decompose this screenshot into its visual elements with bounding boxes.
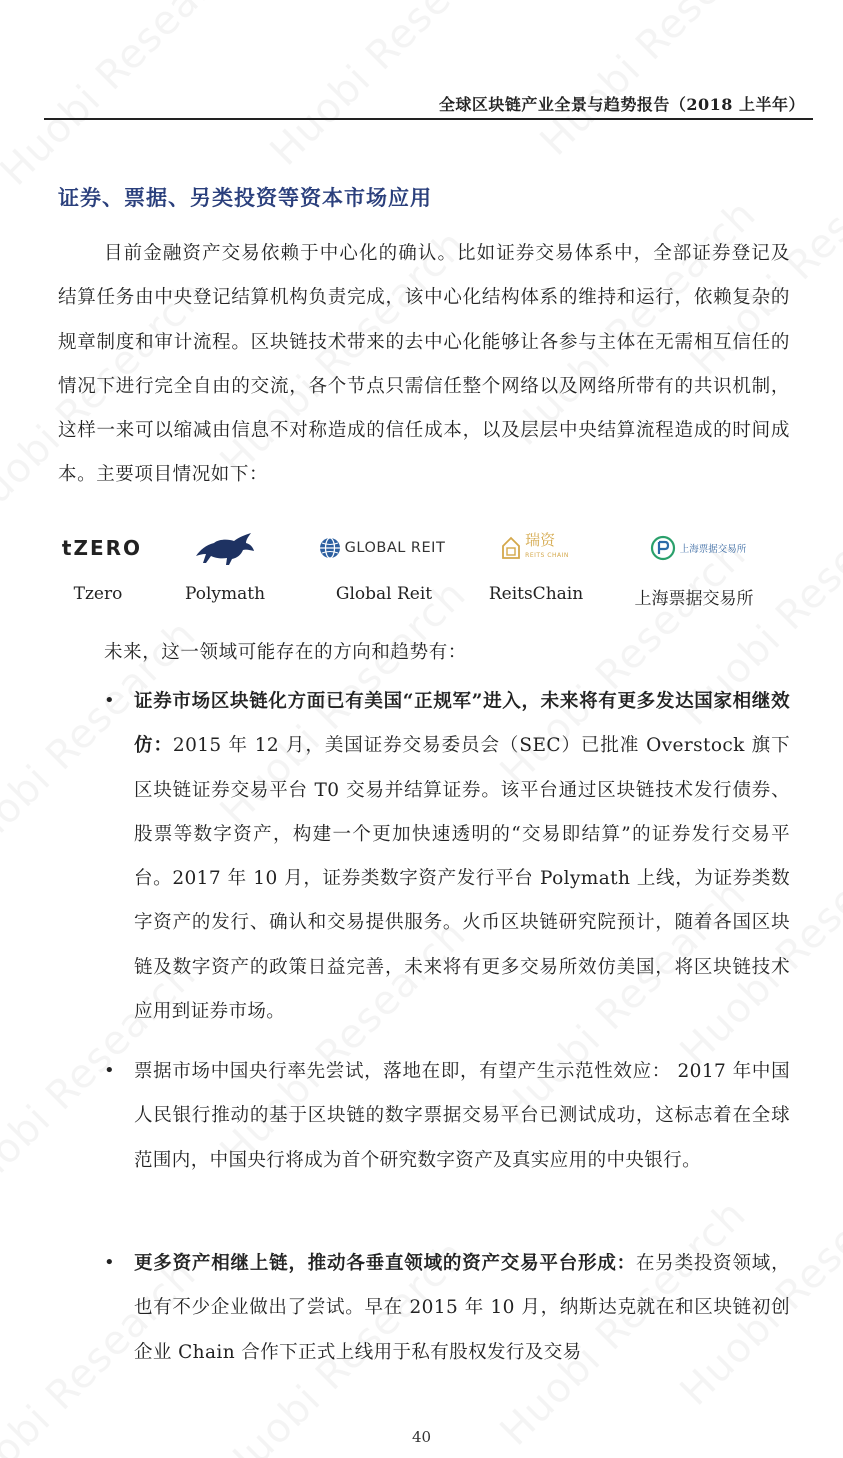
bull-icon <box>194 530 256 566</box>
logo-caption: Tzero <box>73 584 123 604</box>
trend-item-lead: 更多资产相继上链，推动各垂直领域的资产交易平台形成： <box>134 1253 636 1274</box>
trend-item <box>134 1242 790 1375</box>
bullet-dot: • <box>104 1252 115 1273</box>
section-heading: 证券、票据、另类投资等资本市场应用 <box>58 185 432 210</box>
intro-paragraph: 目前金融资产交易依赖于中心化的确认。比如证券交易体系中，全部证券登记及结算任务由中央登记结算机构负责完成，该中心化结构体系的维持和运行，依赖复杂的规章制度和审计流程。区块链技术带来的去中心化能够让各参与主体在无需相互信任的情况下进行完全自由的交流，各个节点只需信任整个网络以及网络所带有的共识机制，这样一来可以缩减由信息不对称造成的信任成本，以及层层中央结算流程造成的时间成本。主要项目情况如下： <box>58 243 790 486</box>
bullet-dot: • <box>104 1060 115 1081</box>
house-icon <box>501 536 521 560</box>
house-logo <box>490 520 580 576</box>
tzero-logo-text: tZERO <box>61 536 143 560</box>
trend-item-text: 票据市场中国央行率先尝试，落地在即，有望产生示范性效应： 2017 年中国人民银行推动的基于区块链的数字票据交易平台已测试成功，这标志着在全球范围内，中国央行将成为首个研究数字资产及真实应用的中央银行。 <box>134 1061 790 1171</box>
trend-item <box>134 1050 790 1183</box>
reitschain-logo-en: REITS CHAIN <box>525 552 569 559</box>
bullet-dot: • <box>104 690 115 711</box>
future-trends-intro: 未来，这一领域可能存在的方向和趋势有： <box>104 642 467 663</box>
project-logos-row <box>50 520 800 620</box>
bull-logo <box>188 520 262 576</box>
running-header: 全球区块链产业全景与趋势报告（2018 上半年） <box>438 95 805 114</box>
tzero-logo <box>54 520 150 576</box>
shcpe-logo <box>636 520 760 576</box>
trend-item-lead: 证券市场区块链化方面已有美国“正规军”进入，未来将有更多发达国家相继效仿： <box>134 691 790 757</box>
logo-caption: Polymath <box>184 584 266 604</box>
globe-icon <box>319 537 341 559</box>
page-number: 40 <box>411 1428 432 1446</box>
shcpe-logo-text: 上海票据交易所 <box>679 544 747 555</box>
trend-item-text: 在另类投资领域，也有不少企业做出了尝试。早在 2015 年 10 月，纳斯达克就在和区块链初创企业 Chain 合作下正式上线用于私有股权发行及交易 <box>134 1253 790 1363</box>
header-rule <box>44 118 813 120</box>
logo-caption: ReitsChain <box>488 584 584 604</box>
global-reit-logo-text: GLOBAL REIT <box>344 540 446 556</box>
reitschain-logo-cn: 瑞资 <box>525 531 556 549</box>
logo-caption: 上海票据交易所 <box>634 589 754 609</box>
reitschain-logo-text <box>525 532 569 564</box>
shcpe-emblem-icon <box>650 535 676 561</box>
trend-item-text: 2015 年 12 月，美国证券交易委员会（SEC）已批准 Overstock 旗下区块链证券交易平台 T0 交易并结算证券。该平台通过区块链技术发行债券、股票等数字资产，构建一个更加快速透明的“交易即结算”的证券发行交易平台。2017 年 10 月，证券类数字资产发行平台 Polymath 上线，为证券类数字资产的发行、确认和交易提供服务。火币区块链研究院预计，随着各国区块链及数字资产的政策日益完善，未来将有更多交易所效仿美国，将区块链技术应用到证券市场。 <box>134 735 790 1023</box>
trend-item <box>134 680 790 1034</box>
logo-caption: Global Reit <box>335 584 433 604</box>
globe-logo <box>318 520 446 576</box>
